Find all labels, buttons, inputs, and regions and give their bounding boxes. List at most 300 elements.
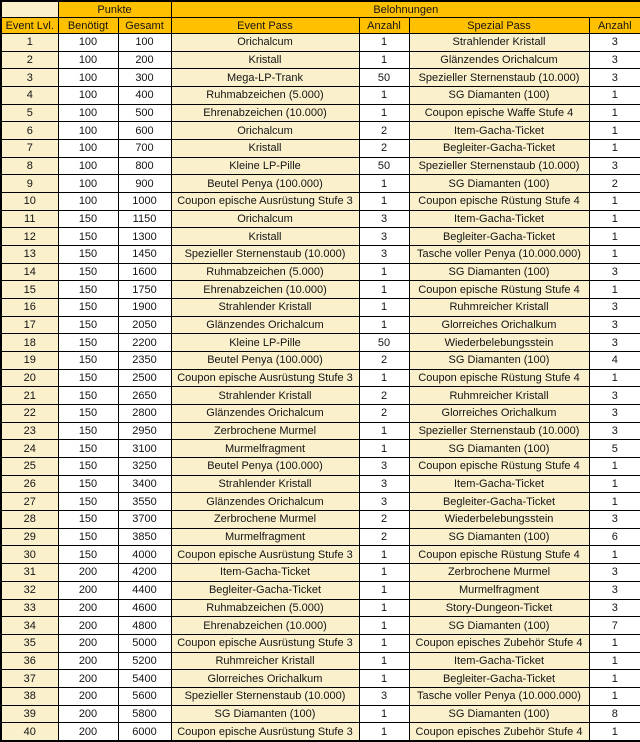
cell-event-lvl: 34: [1, 617, 58, 635]
cell-spezial-pass: Item-Gacha-Ticket: [409, 652, 589, 670]
table-row: [1, 210, 640, 228]
cell-spezial-pass: Begleiter-Gacha-Ticket: [409, 228, 589, 246]
cell-spezial-pass: SG Diamanten (100): [409, 705, 589, 723]
cell-event-pass: Coupon epische Ausrüstung Stufe 3: [171, 193, 359, 211]
cell-event-lvl: 25: [1, 458, 58, 476]
cell-event-pass: Murmelfragment: [171, 528, 359, 546]
cell-benoetigt: 200: [58, 581, 118, 599]
cell-benoetigt: 200: [58, 670, 118, 688]
cell-event-pass: Kleine LP-Pille: [171, 334, 359, 352]
cell-event-lvl: 39: [1, 705, 58, 723]
cell-event-lvl: 40: [1, 723, 58, 741]
table-row: [1, 175, 640, 193]
cell-gesamt: 1300: [118, 228, 171, 246]
cell-anzahl-spezial-pass: 3: [589, 581, 640, 599]
cell-anzahl-event-pass: 3: [359, 493, 409, 511]
table-row: [1, 440, 640, 458]
cell-event-pass: Strahlender Kristall: [171, 387, 359, 405]
cell-anzahl-event-pass: 1: [359, 175, 409, 193]
table-row: [1, 104, 640, 122]
cell-benoetigt: 150: [58, 475, 118, 493]
cell-gesamt: 2650: [118, 387, 171, 405]
cell-gesamt: 2350: [118, 352, 171, 370]
cell-anzahl-spezial-pass: 3: [589, 422, 640, 440]
cell-event-pass: Coupon epische Ausrüstung Stufe 3: [171, 723, 359, 741]
cell-event-pass: Glänzendes Orichalcum: [171, 316, 359, 334]
table-row: [1, 687, 640, 705]
punkte-group-header: Punkte: [58, 1, 171, 18]
cell-anzahl-event-pass: 1: [359, 422, 409, 440]
cell-event-pass: Murmelfragment: [171, 440, 359, 458]
table-row: [1, 634, 640, 652]
cell-event-lvl: 6: [1, 122, 58, 140]
col-header-gesamt: Gesamt: [118, 18, 171, 34]
cell-anzahl-event-pass: 1: [359, 546, 409, 564]
cell-spezial-pass: Begleiter-Gacha-Ticket: [409, 670, 589, 688]
cell-anzahl-spezial-pass: 5: [589, 440, 640, 458]
cell-benoetigt: 200: [58, 687, 118, 705]
table-row: [1, 352, 640, 370]
table-row: [1, 511, 640, 529]
cell-gesamt: 5800: [118, 705, 171, 723]
cell-event-lvl: 37: [1, 670, 58, 688]
cell-anzahl-event-pass: 1: [359, 440, 409, 458]
cell-anzahl-event-pass: 1: [359, 652, 409, 670]
table-row: [1, 422, 640, 440]
cell-anzahl-spezial-pass: 1: [589, 670, 640, 688]
cell-event-lvl: 8: [1, 157, 58, 175]
cell-gesamt: 1750: [118, 281, 171, 299]
table-row: [1, 228, 640, 246]
cell-event-lvl: 26: [1, 475, 58, 493]
table-row: [1, 299, 640, 317]
table-row: [1, 617, 640, 635]
cell-event-pass: Kristall: [171, 228, 359, 246]
cell-anzahl-spezial-pass: 1: [589, 228, 640, 246]
cell-gesamt: 4200: [118, 564, 171, 582]
cell-anzahl-event-pass: 1: [359, 634, 409, 652]
cell-event-lvl: 13: [1, 246, 58, 264]
cell-benoetigt: 150: [58, 334, 118, 352]
table-row: [1, 670, 640, 688]
cell-anzahl-event-pass: 2: [359, 122, 409, 140]
cell-anzahl-event-pass: 1: [359, 617, 409, 635]
cell-event-lvl: 10: [1, 193, 58, 211]
cell-anzahl-event-pass: 2: [359, 405, 409, 423]
table-row: [1, 316, 640, 334]
cell-event-pass: Zerbrochene Murmel: [171, 422, 359, 440]
table-row: [1, 493, 640, 511]
cell-anzahl-spezial-pass: 1: [589, 246, 640, 264]
cell-anzahl-spezial-pass: 1: [589, 140, 640, 158]
col-header-event-pass: Event Pass: [171, 18, 359, 34]
cell-anzahl-spezial-pass: 3: [589, 299, 640, 317]
cell-event-lvl: 23: [1, 422, 58, 440]
cell-benoetigt: 150: [58, 281, 118, 299]
cell-benoetigt: 100: [58, 69, 118, 87]
cell-anzahl-event-pass: 3: [359, 228, 409, 246]
cell-anzahl-event-pass: 1: [359, 299, 409, 317]
cell-benoetigt: 200: [58, 705, 118, 723]
cell-anzahl-spezial-pass: 2: [589, 175, 640, 193]
cell-event-pass: Spezieller Sternenstaub (10.000): [171, 246, 359, 264]
cell-spezial-pass: Wiederbelebungsstein: [409, 334, 589, 352]
cell-benoetigt: 200: [58, 723, 118, 741]
cell-benoetigt: 150: [58, 263, 118, 281]
cell-benoetigt: 150: [58, 369, 118, 387]
cell-spezial-pass: Ruhmreicher Kristall: [409, 299, 589, 317]
cell-event-pass: Glorreiches Orichalkum: [171, 670, 359, 688]
table-row: [1, 51, 640, 69]
cell-benoetigt: 200: [58, 599, 118, 617]
cell-benoetigt: 150: [58, 210, 118, 228]
cell-event-lvl: 22: [1, 405, 58, 423]
cell-benoetigt: 150: [58, 246, 118, 264]
cell-gesamt: 600: [118, 122, 171, 140]
table-row: [1, 652, 640, 670]
cell-event-lvl: 5: [1, 104, 58, 122]
cell-anzahl-spezial-pass: 1: [589, 104, 640, 122]
cell-spezial-pass: SG Diamanten (100): [409, 175, 589, 193]
cell-gesamt: 1900: [118, 299, 171, 317]
cell-event-pass: Glänzendes Orichalcum: [171, 405, 359, 423]
cell-event-pass: Item-Gacha-Ticket: [171, 564, 359, 582]
table-row: [1, 475, 640, 493]
cell-event-lvl: 17: [1, 316, 58, 334]
cell-spezial-pass: Tasche voller Penya (10.000.000): [409, 687, 589, 705]
cell-spezial-pass: Coupon epische Rüstung Stufe 4: [409, 458, 589, 476]
cell-anzahl-spezial-pass: 1: [589, 475, 640, 493]
cell-event-lvl: 35: [1, 634, 58, 652]
cell-anzahl-event-pass: 2: [359, 352, 409, 370]
cell-anzahl-event-pass: 1: [359, 87, 409, 105]
table-row: [1, 723, 640, 741]
group-header-row: [1, 1, 640, 18]
cell-anzahl-spezial-pass: 7: [589, 617, 640, 635]
cell-spezial-pass: Wiederbelebungsstein: [409, 511, 589, 529]
cell-anzahl-spezial-pass: 4: [589, 352, 640, 370]
cell-anzahl-spezial-pass: 1: [589, 281, 640, 299]
cell-event-pass: Beutel Penya (100.000): [171, 352, 359, 370]
cell-gesamt: 4600: [118, 599, 171, 617]
col-header-spezial-pass: Spezial Pass: [409, 18, 589, 34]
corner-cell: [1, 1, 58, 18]
table-row: [1, 546, 640, 564]
cell-anzahl-event-pass: 3: [359, 458, 409, 476]
cell-anzahl-spezial-pass: 1: [589, 687, 640, 705]
cell-spezial-pass: Glorreiches Orichalkum: [409, 405, 589, 423]
cell-anzahl-event-pass: 1: [359, 564, 409, 582]
cell-event-lvl: 21: [1, 387, 58, 405]
cell-event-pass: Kristall: [171, 140, 359, 158]
cell-benoetigt: 150: [58, 440, 118, 458]
cell-anzahl-event-pass: 1: [359, 723, 409, 741]
table-row: [1, 334, 640, 352]
cell-anzahl-spezial-pass: 3: [589, 34, 640, 52]
cell-benoetigt: 100: [58, 175, 118, 193]
cell-spezial-pass: Zerbrochene Murmel: [409, 564, 589, 582]
cell-event-pass: Ehrenabzeichen (10.000): [171, 281, 359, 299]
cell-event-lvl: 1: [1, 34, 58, 52]
table-row: [1, 387, 640, 405]
cell-event-lvl: 28: [1, 511, 58, 529]
cell-gesamt: 1600: [118, 263, 171, 281]
cell-benoetigt: 150: [58, 352, 118, 370]
cell-event-pass: Ruhmabzeichen (5.000): [171, 87, 359, 105]
cell-anzahl-event-pass: 3: [359, 210, 409, 228]
cell-gesamt: 3700: [118, 511, 171, 529]
cell-event-pass: Strahlender Kristall: [171, 475, 359, 493]
cell-anzahl-event-pass: 1: [359, 193, 409, 211]
cell-benoetigt: 200: [58, 634, 118, 652]
cell-anzahl-spezial-pass: 1: [589, 122, 640, 140]
cell-spezial-pass: Spezieller Sternenstaub (10.000): [409, 422, 589, 440]
table-row: [1, 122, 640, 140]
cell-anzahl-spezial-pass: 3: [589, 387, 640, 405]
table-row: [1, 263, 640, 281]
cell-benoetigt: 200: [58, 652, 118, 670]
cell-spezial-pass: Begleiter-Gacha-Ticket: [409, 140, 589, 158]
cell-anzahl-event-pass: 1: [359, 581, 409, 599]
table-row: [1, 528, 640, 546]
cell-benoetigt: 150: [58, 405, 118, 423]
cell-anzahl-event-pass: 3: [359, 246, 409, 264]
column-header-row: [1, 18, 640, 34]
cell-spezial-pass: Murmelfragment: [409, 581, 589, 599]
cell-spezial-pass: Story-Dungeon-Ticket: [409, 599, 589, 617]
cell-event-pass: Kristall: [171, 51, 359, 69]
cell-benoetigt: 100: [58, 51, 118, 69]
cell-event-pass: Orichalcum: [171, 210, 359, 228]
cell-anzahl-spezial-pass: 3: [589, 316, 640, 334]
cell-event-pass: Ehrenabzeichen (10.000): [171, 617, 359, 635]
cell-event-lvl: 27: [1, 493, 58, 511]
cell-anzahl-spezial-pass: 1: [589, 210, 640, 228]
cell-event-lvl: 31: [1, 564, 58, 582]
cell-event-lvl: 4: [1, 87, 58, 105]
cell-gesamt: 5400: [118, 670, 171, 688]
cell-anzahl-spezial-pass: 3: [589, 334, 640, 352]
cell-gesamt: 4400: [118, 581, 171, 599]
cell-anzahl-spezial-pass: 3: [589, 51, 640, 69]
cell-anzahl-event-pass: 1: [359, 670, 409, 688]
cell-anzahl-event-pass: 1: [359, 599, 409, 617]
cell-event-pass: Mega-LP-Trank: [171, 69, 359, 87]
cell-event-lvl: 11: [1, 210, 58, 228]
col-header-anzahl-spezial: Anzahl: [589, 18, 640, 34]
cell-anzahl-event-pass: 1: [359, 34, 409, 52]
cell-event-lvl: 2: [1, 51, 58, 69]
cell-anzahl-event-pass: 2: [359, 387, 409, 405]
cell-event-pass: Coupon epische Ausrüstung Stufe 3: [171, 634, 359, 652]
cell-spezial-pass: Item-Gacha-Ticket: [409, 122, 589, 140]
cell-event-lvl: 9: [1, 175, 58, 193]
cell-anzahl-spezial-pass: 1: [589, 193, 640, 211]
cell-gesamt: 2200: [118, 334, 171, 352]
table-row: [1, 458, 640, 476]
cell-event-pass: Ruhmreicher Kristall: [171, 652, 359, 670]
cell-benoetigt: 150: [58, 316, 118, 334]
cell-event-pass: Zerbrochene Murmel: [171, 511, 359, 529]
cell-benoetigt: 150: [58, 299, 118, 317]
cell-gesamt: 2950: [118, 422, 171, 440]
cell-gesamt: 2800: [118, 405, 171, 423]
cell-anzahl-spezial-pass: 3: [589, 157, 640, 175]
cell-event-lvl: 16: [1, 299, 58, 317]
cell-gesamt: 1150: [118, 210, 171, 228]
cell-gesamt: 3100: [118, 440, 171, 458]
cell-anzahl-event-pass: 3: [359, 687, 409, 705]
cell-benoetigt: 150: [58, 493, 118, 511]
table-body: [1, 34, 640, 742]
cell-event-lvl: 7: [1, 140, 58, 158]
cell-event-lvl: 36: [1, 652, 58, 670]
cell-benoetigt: 150: [58, 228, 118, 246]
cell-gesamt: 5000: [118, 634, 171, 652]
cell-gesamt: 1450: [118, 246, 171, 264]
cell-anzahl-event-pass: 1: [359, 263, 409, 281]
cell-spezial-pass: Coupon epische Rüstung Stufe 4: [409, 546, 589, 564]
cell-gesamt: 500: [118, 104, 171, 122]
cell-event-pass: Spezieller Sternenstaub (10.000): [171, 687, 359, 705]
cell-anzahl-spezial-pass: 3: [589, 263, 640, 281]
cell-spezial-pass: Spezieller Sternenstaub (10.000): [409, 157, 589, 175]
cell-benoetigt: 100: [58, 193, 118, 211]
cell-gesamt: 900: [118, 175, 171, 193]
cell-anzahl-spezial-pass: 3: [589, 69, 640, 87]
cell-event-lvl: 20: [1, 369, 58, 387]
cell-event-lvl: 14: [1, 263, 58, 281]
cell-event-lvl: 38: [1, 687, 58, 705]
cell-event-lvl: 3: [1, 69, 58, 87]
table-row: [1, 705, 640, 723]
cell-anzahl-event-pass: 2: [359, 140, 409, 158]
table-row: [1, 581, 640, 599]
cell-spezial-pass: SG Diamanten (100): [409, 528, 589, 546]
cell-spezial-pass: Glänzendes Orichalcum: [409, 51, 589, 69]
cell-gesamt: 400: [118, 87, 171, 105]
table-row: [1, 405, 640, 423]
cell-benoetigt: 100: [58, 122, 118, 140]
cell-spezial-pass: Glorreiches Orichalkum: [409, 316, 589, 334]
cell-event-pass: Ruhmabzeichen (5.000): [171, 599, 359, 617]
table-row: [1, 564, 640, 582]
cell-spezial-pass: Ruhmreicher Kristall: [409, 387, 589, 405]
cell-gesamt: 4800: [118, 617, 171, 635]
table-row: [1, 281, 640, 299]
table-row: [1, 599, 640, 617]
table-row: [1, 157, 640, 175]
cell-benoetigt: 200: [58, 617, 118, 635]
cell-anzahl-event-pass: 1: [359, 369, 409, 387]
cell-anzahl-spezial-pass: 1: [589, 458, 640, 476]
table-row: [1, 369, 640, 387]
cell-anzahl-event-pass: 1: [359, 51, 409, 69]
cell-gesamt: 4000: [118, 546, 171, 564]
cell-benoetigt: 100: [58, 87, 118, 105]
cell-spezial-pass: Spezieller Sternenstaub (10.000): [409, 69, 589, 87]
cell-benoetigt: 150: [58, 511, 118, 529]
cell-event-pass: Ruhmabzeichen (5.000): [171, 263, 359, 281]
cell-gesamt: 6000: [118, 723, 171, 741]
cell-benoetigt: 150: [58, 546, 118, 564]
cell-gesamt: 3550: [118, 493, 171, 511]
cell-anzahl-spezial-pass: 1: [589, 634, 640, 652]
cell-anzahl-event-pass: 50: [359, 157, 409, 175]
cell-event-pass: Coupon epische Ausrüstung Stufe 3: [171, 369, 359, 387]
cell-spezial-pass: SG Diamanten (100): [409, 87, 589, 105]
cell-anzahl-event-pass: 3: [359, 475, 409, 493]
cell-event-pass: Beutel Penya (100.000): [171, 175, 359, 193]
cell-gesamt: 3850: [118, 528, 171, 546]
col-header-anzahl-event: Anzahl: [359, 18, 409, 34]
cell-spezial-pass: SG Diamanten (100): [409, 352, 589, 370]
table-row: [1, 87, 640, 105]
cell-spezial-pass: Tasche voller Penya (10.000.000): [409, 246, 589, 264]
cell-anzahl-spezial-pass: 3: [589, 511, 640, 529]
col-header-benoetigt: Benötigt: [58, 18, 118, 34]
cell-event-pass: Glänzendes Orichalcum: [171, 493, 359, 511]
cell-event-pass: Kleine LP-Pille: [171, 157, 359, 175]
cell-benoetigt: 100: [58, 104, 118, 122]
cell-anzahl-spezial-pass: 3: [589, 564, 640, 582]
table-row: [1, 193, 640, 211]
cell-anzahl-spezial-pass: 3: [589, 599, 640, 617]
cell-spezial-pass: Coupon epische Waffe Stufe 4: [409, 104, 589, 122]
cell-event-lvl: 19: [1, 352, 58, 370]
cell-spezial-pass: Begleiter-Gacha-Ticket: [409, 493, 589, 511]
cell-gesamt: 100: [118, 34, 171, 52]
cell-benoetigt: 100: [58, 34, 118, 52]
cell-gesamt: 5200: [118, 652, 171, 670]
cell-benoetigt: 150: [58, 458, 118, 476]
cell-benoetigt: 150: [58, 387, 118, 405]
cell-anzahl-spezial-pass: 1: [589, 723, 640, 741]
belohnungen-group-header: Belohnungen: [171, 1, 640, 18]
cell-event-pass: SG Diamanten (100): [171, 705, 359, 723]
cell-event-lvl: 15: [1, 281, 58, 299]
cell-gesamt: 3400: [118, 475, 171, 493]
cell-spezial-pass: Coupon epische Rüstung Stufe 4: [409, 193, 589, 211]
cell-event-pass: Beutel Penya (100.000): [171, 458, 359, 476]
cell-anzahl-event-pass: 50: [359, 69, 409, 87]
cell-anzahl-event-pass: 1: [359, 104, 409, 122]
table-row: [1, 69, 640, 87]
cell-anzahl-spezial-pass: 3: [589, 405, 640, 423]
cell-anzahl-spezial-pass: 1: [589, 369, 640, 387]
cell-event-pass: Orichalcum: [171, 34, 359, 52]
cell-event-lvl: 18: [1, 334, 58, 352]
cell-gesamt: 3250: [118, 458, 171, 476]
cell-benoetigt: 150: [58, 528, 118, 546]
cell-anzahl-event-pass: 1: [359, 281, 409, 299]
cell-anzahl-event-pass: 2: [359, 511, 409, 529]
cell-event-lvl: 32: [1, 581, 58, 599]
cell-spezial-pass: SG Diamanten (100): [409, 263, 589, 281]
cell-event-lvl: 12: [1, 228, 58, 246]
cell-spezial-pass: Coupon episches Zubehör Stufe 4: [409, 723, 589, 741]
cell-gesamt: 2500: [118, 369, 171, 387]
cell-spezial-pass: Coupon epische Rüstung Stufe 4: [409, 369, 589, 387]
cell-benoetigt: 200: [58, 564, 118, 582]
cell-spezial-pass: Strahlender Kristall: [409, 34, 589, 52]
cell-anzahl-event-pass: 1: [359, 705, 409, 723]
cell-gesamt: 300: [118, 69, 171, 87]
cell-anzahl-event-pass: 50: [359, 334, 409, 352]
cell-event-lvl: 33: [1, 599, 58, 617]
table-header: [1, 1, 640, 34]
cell-anzahl-spezial-pass: 1: [589, 652, 640, 670]
